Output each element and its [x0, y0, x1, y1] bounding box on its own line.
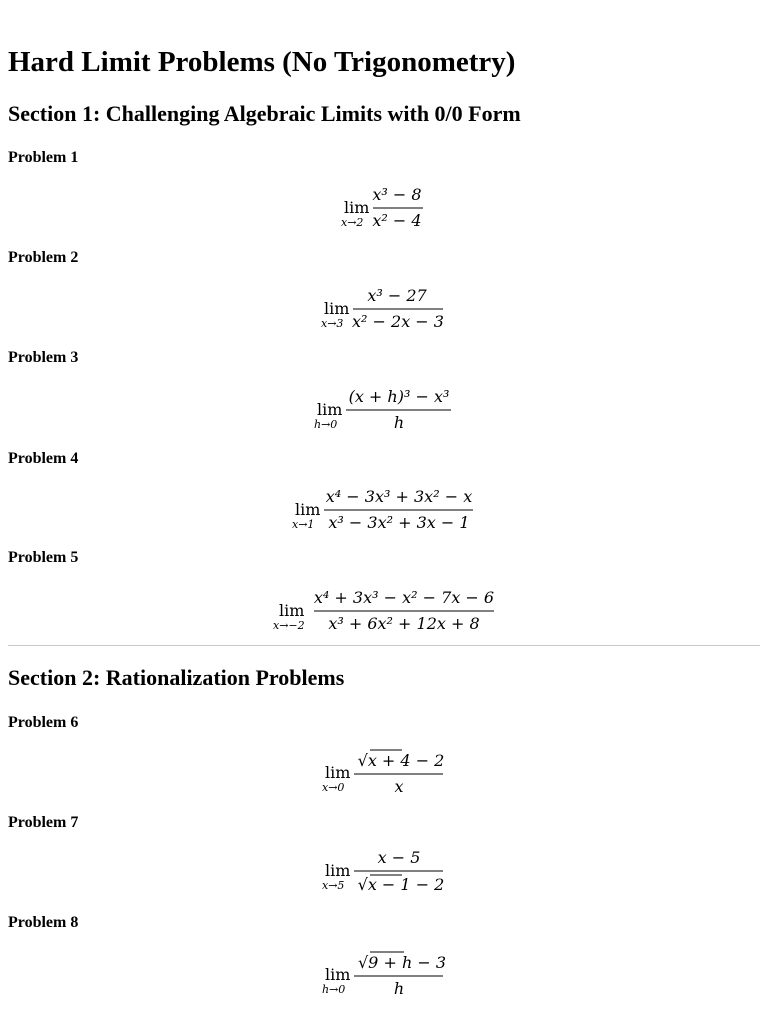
problem-label-2: Problem 2: [8, 249, 79, 266]
problem-label-5: Problem 5: [8, 549, 79, 566]
limit-operator: lim: [344, 198, 370, 217]
problem-label-3: Problem 3: [8, 349, 79, 366]
denominator: h: [393, 979, 405, 998]
problem-label-8: Problem 8: [8, 914, 79, 931]
numerator: x − 5: [377, 848, 421, 867]
denominator: √x − 1 − 2: [357, 875, 445, 894]
numerator: x⁴ − 3x³ + 3x² − x: [325, 487, 473, 506]
problem-8-expression: [8, 950, 760, 1002]
denominator: h: [393, 413, 405, 432]
problem-4-expression: [8, 482, 760, 534]
problem-1-formula: [341, 180, 427, 232]
problem-label-4: Problem 4: [8, 450, 79, 467]
limit-subscript: x→1: [292, 518, 315, 531]
page-title: Hard Limit Problems (No Trigonometry): [8, 46, 516, 78]
problem-3-expression: [8, 382, 760, 434]
numerator: √9 + h − 3: [357, 953, 447, 972]
problem-4-formula: [292, 482, 476, 534]
denominator: x² − 2x − 3: [352, 312, 444, 331]
numerator: x⁴ + 3x³ − x² − 7x − 6: [313, 588, 495, 607]
limit-subscript: h→0: [322, 983, 346, 996]
limit-subscript: h→0: [314, 418, 338, 431]
numerator: x³ − 27: [367, 286, 427, 305]
denominator: x³ − 3x² + 3x − 1: [328, 513, 470, 532]
problem-2-formula: [321, 281, 447, 333]
denominator: x: [394, 777, 404, 796]
problem-7-formula: [322, 846, 446, 898]
limit-operator: lim: [295, 500, 321, 519]
numerator: x³ − 8: [372, 185, 422, 204]
problem-6-expression: [8, 748, 760, 800]
limit-operator: lim: [325, 861, 351, 880]
problem-label-6: Problem 6: [8, 714, 79, 731]
problem-2-expression: [8, 281, 760, 333]
limit-operator: lim: [324, 299, 350, 318]
problem-8-formula: [322, 950, 446, 1002]
problem-3-formula: [314, 382, 454, 434]
limit-operator: lim: [317, 400, 343, 419]
problem-7-expression: [8, 846, 760, 898]
problem-label-7: Problem 7: [8, 814, 79, 831]
numerator: (x + h)³ − x³: [348, 387, 450, 406]
limit-subscript: x→2: [341, 216, 364, 229]
section-heading-2: Section 2: Rationalization Problems: [8, 665, 345, 690]
problem-label-1: Problem 1: [8, 149, 79, 166]
limit-subscript: x→0: [322, 781, 345, 794]
section-divider: [8, 645, 760, 646]
limit-subscript: x→3: [321, 317, 344, 330]
limit-subscript: x→−2: [273, 619, 305, 632]
problem-1-expression: [8, 180, 760, 232]
problem-5-formula: [273, 583, 495, 635]
limit-operator: lim: [325, 965, 351, 984]
denominator: x³ + 6x² + 12x + 8: [328, 614, 480, 633]
limit-subscript: x→5: [322, 879, 345, 892]
numerator: √x + 4 − 2: [357, 751, 445, 770]
limit-operator: lim: [279, 601, 305, 620]
section-heading-1: Section 1: Challenging Algebraic Limits with 0/0 Form: [8, 101, 521, 126]
problem-6-formula: [322, 748, 446, 800]
limit-operator: lim: [325, 763, 351, 782]
problem-5-expression: [8, 583, 760, 635]
denominator: x² − 4: [372, 211, 422, 230]
